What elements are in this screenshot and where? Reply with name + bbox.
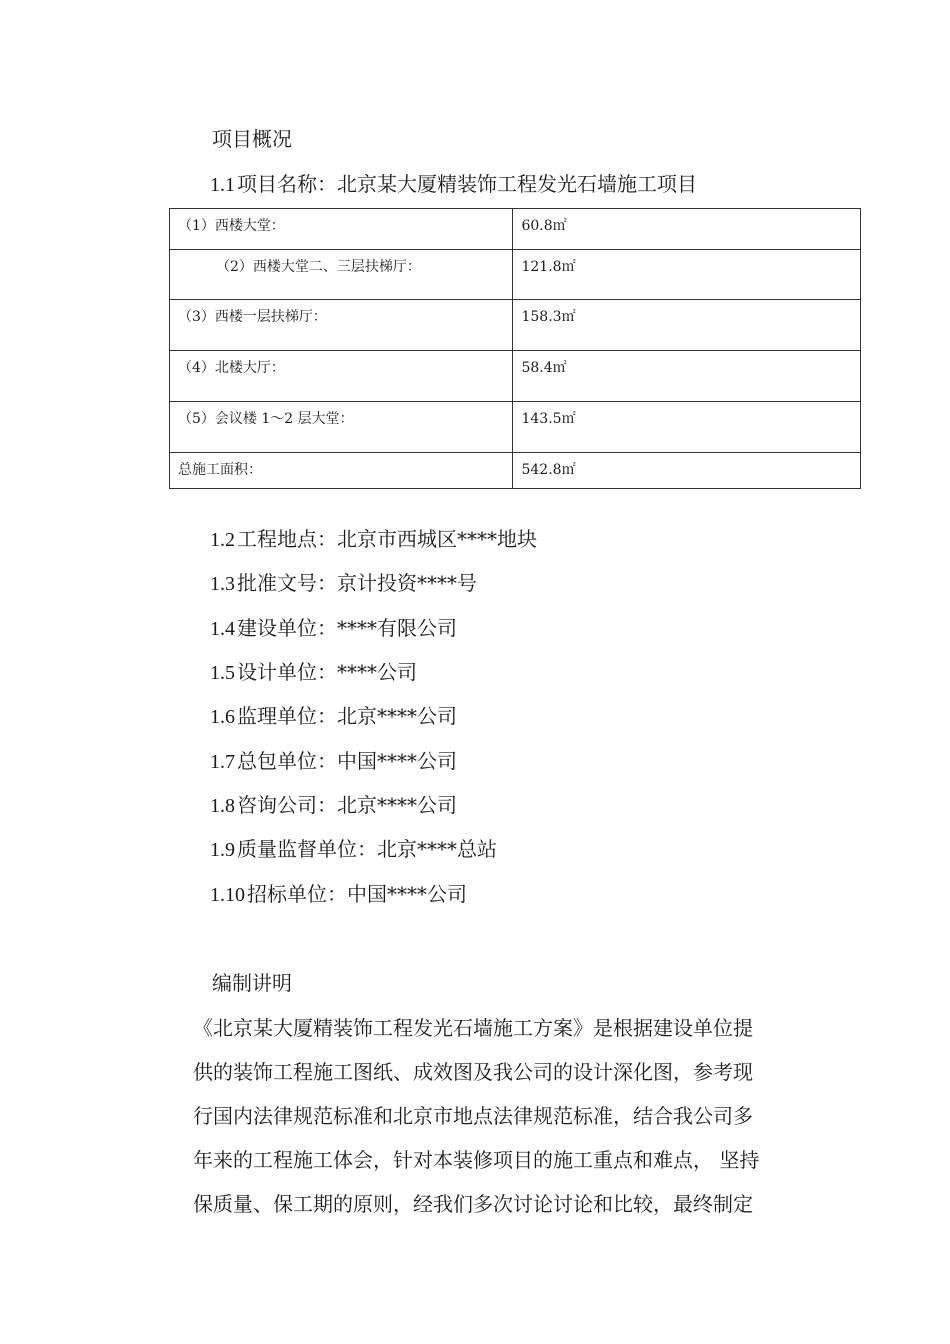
area-label-cell: （2）西楼大堂二、三层扶梯厅： [170,250,513,300]
total-value-cell: 542.8㎡ [513,453,861,489]
table-row-total [170,453,861,489]
total-label-cell: 总施工面积： [170,453,513,489]
area-label-cell: （1）西楼大堂： [170,209,513,250]
area-value-cell: 60.8㎡ [513,209,861,250]
item-1-8: 1.8 咨询公司：北京****公司 [210,793,457,817]
area-label-cell: （3）西楼一层扶梯厅： [170,300,513,351]
item-1-1 [210,171,697,198]
item-1-5: 1.5 设计单位：****公司 [210,660,417,684]
area-value-cell: 158.3㎡ [513,300,861,351]
item-number: 1.1 [210,174,235,196]
table-row [170,402,861,453]
area-value-cell: 121.8㎡ [513,250,861,300]
table-row [170,250,861,300]
item-1-3: 1.3 批准文号：京计投资****号 [210,571,477,595]
area-value-cell: 58.4㎡ [513,351,861,402]
area-value-cell: 143.5㎡ [513,402,861,453]
compilation-paragraph [193,1006,843,1226]
paragraph-line: 供的装饰工程施工图纸、成效图及我公司的设计深化图，参考现 [193,1060,753,1084]
item-text: 项目名称：北京某大厦精装饰工程发光石墙施工项目 [237,172,697,196]
item-1-2: 1.2 工程地点：北京市西城区****地块 [210,527,537,551]
item-1-7: 1.7 总包单位：中国****公司 [210,749,457,773]
area-table [169,208,861,489]
section-heading-compilation: 编制讲明 [212,971,292,995]
item-1-10: 1.10 招标单位：中国****公司 [210,882,467,906]
area-label-cell: （5）会议楼 1～2 层大堂： [170,402,513,453]
section-heading-overview: 项目概况 [212,127,292,151]
paragraph-line: 《北京某大厦精装饰工程发光石墙施工方案》是根据建设单位提 [193,1016,753,1040]
table-row [170,209,861,250]
paragraph-line: 保质量、保工期的原则，经我们多次讨论讨论和比较，最终制定 [193,1192,753,1216]
paragraph-line: 年来的工程施工体会，针对本装修项目的施工重点和难点， 坚持 [193,1148,760,1172]
item-1-6: 1.6 监理单位：北京****公司 [210,704,457,728]
paragraph-line: 行国内法律规范标准和北京市地点法律规范标准，结合我公司多 [193,1104,753,1128]
table-row [170,300,861,351]
table-row [170,351,861,402]
item-1-9: 1.9 质量监督单位：北京****总站 [210,837,497,861]
item-1-4: 1.4 建设单位：****有限公司 [210,616,457,640]
area-label-cell: （4）北楼大厅： [170,351,513,402]
